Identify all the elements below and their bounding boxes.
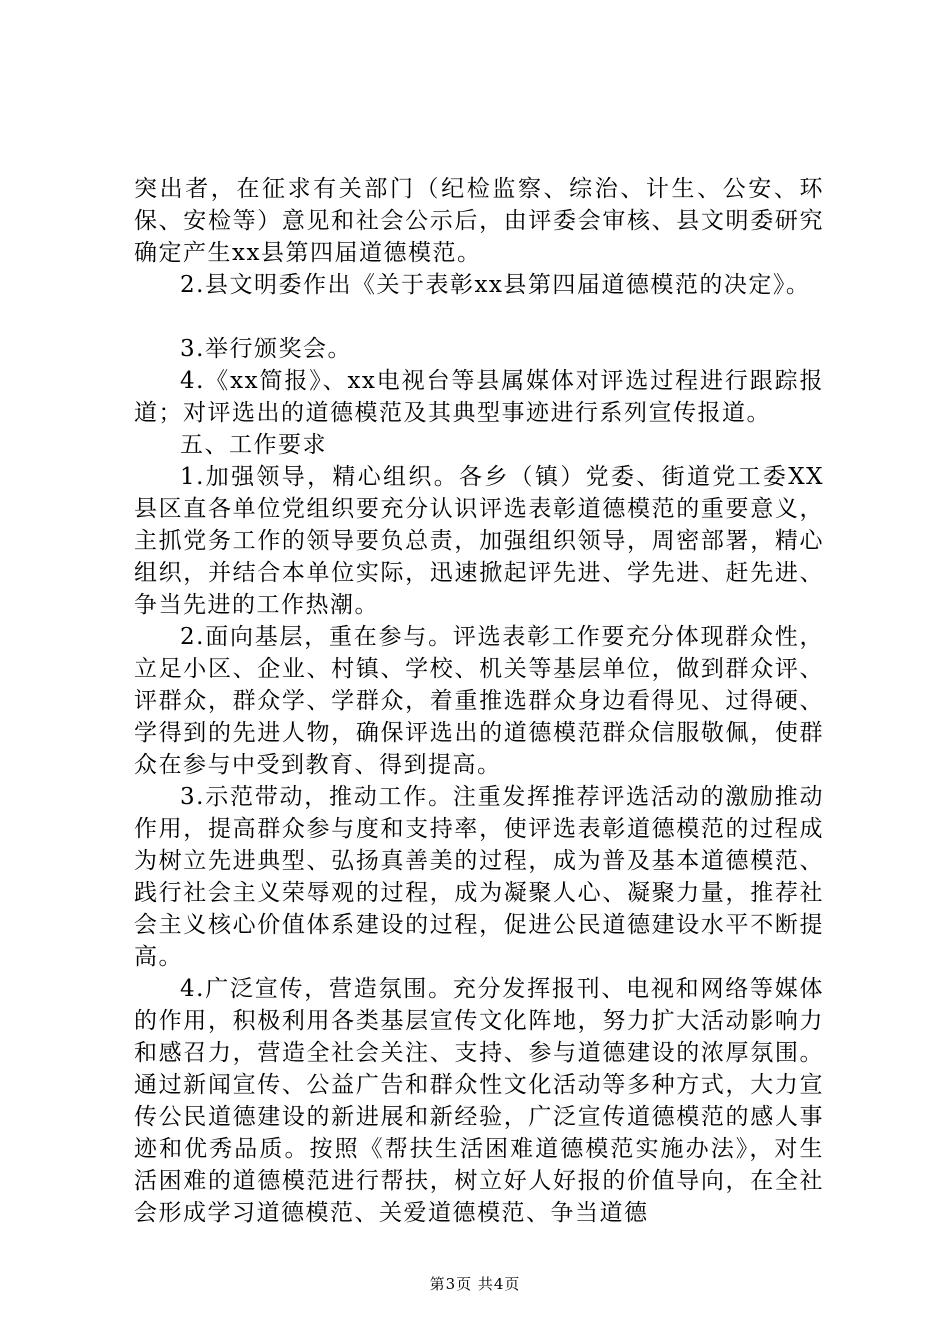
paragraph-item-2: 2.县文明委作出《关于表彰xx县第四届道德模范的决定》。 [180,272,811,298]
paragraph-item-3: 3.举行颁奖会。 [180,336,352,362]
page-footer: 第3页 共4页 [429,1275,521,1293]
section-heading: 五、工作要求 [180,432,327,458]
paragraph-requirement-4: 4.广泛宣传，营造氛围。充分发挥报刊、电视和网络等媒体的作用，积极利用各类基层宣传文化阵地，努力扩大活动影响力和感召力，营造全社会关注、支持、参与道德建设的浓厚氛围。通过新闻宣传、公益广告和群众性文化活动等多种方式，大力宣传公民道德建设的新进展和新经验，广泛宣传道德模范的感人事迹和优秀品质。按照《帮扶生活困难道德模范实施办法》，对生活困难的道德模范进行帮扶，树立好人好报的价值导向，在全社会形成学习道德模范、关爱道德模范、争当道德 [134,976,824,1226]
paragraph-item-4: 4.《xx简报》、xx电视台等县属媒体对评选过程进行跟踪报道；对评选出的道德模范及其典型事迹进行系列宣传报道。 [134,368,824,426]
paragraph-requirement-2: 2.面向基层，重在参与。评选表彰工作要充分体现群众性，立足小区、企业、村镇、学校、机关等基层单位，做到群众评、评群众，群众学、学群众，着重推选群众身边看得见、过得硬、学得到的先进人物，确保评选出的道德模范群众信服敬佩，使群众在参与中受到教育、得到提高。 [134,624,824,778]
paragraph-requirement-1: 1.加强领导，精心组织。各乡（镇）党委、街道党工委XX县区直各单位党组织要充分认识评选表彰道德模范的重要意义，主抓党务工作的领导要负总责，加强组织领导，周密部署，精心组织，并结合本单位实际，迅速掀起评先进、学先进、赶先进、争当先进的工作热潮。 [134,464,824,618]
paragraph-requirement-3: 3.示范带动，推动工作。注重发挥推荐评选活动的激励推动作用，提高群众参与度和支持率，使评选表彰道德模范的过程成为树立先进典型、弘扬真善美的过程，成为普及基本道德模范、践行社会主义荣辱观的过程，成为凝聚人心、凝聚力量，推荐社会主义核心价值体系建设的过程，促进公民道德建设水平不断提高。 [134,784,824,970]
paragraph-continuation: 突出者，在征求有关部门（纪检监察、综治、计生、公安、环保、安检等）意见和社会公示后，由评委会审核、县文明委研究确定产生xx县第四届道德模范。 [134,176,824,266]
document-body [134,173,824,1229]
